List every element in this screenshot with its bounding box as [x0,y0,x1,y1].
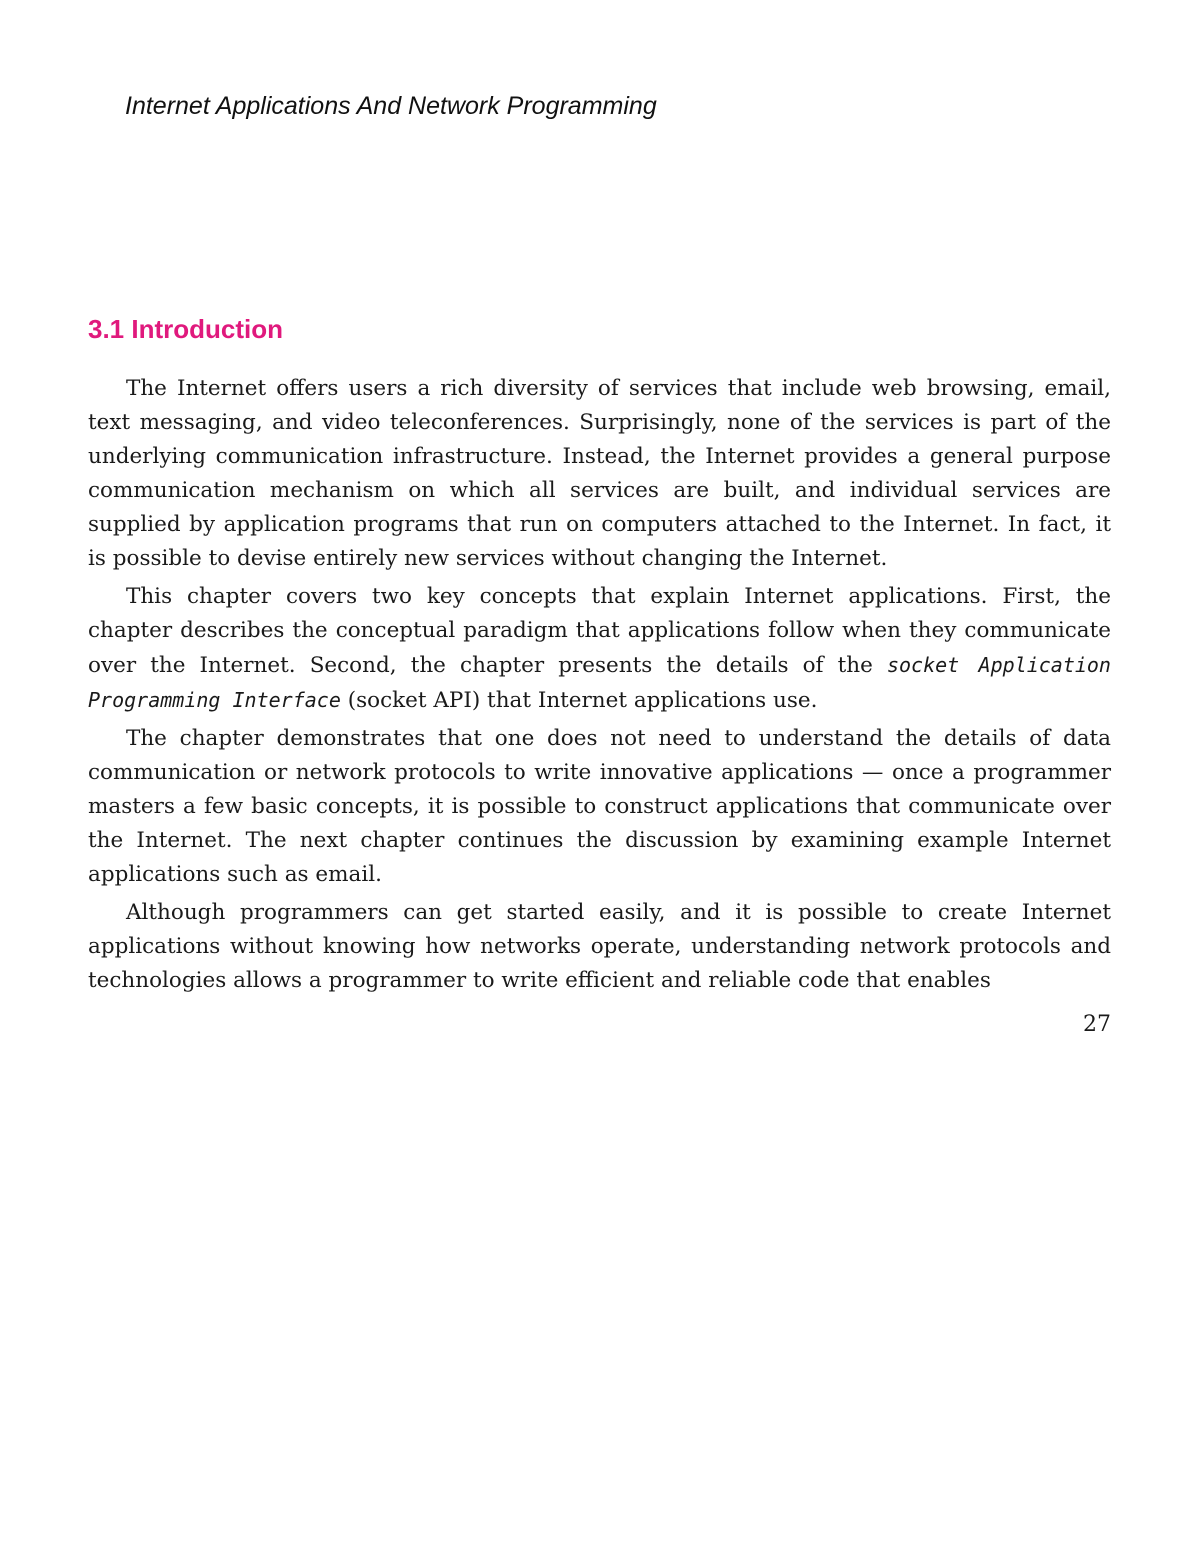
page-number: 27 [1083,1012,1111,1037]
paragraph-4: Although programmers can get started easily, and it is possible to create Internet applications without knowing how networks operate, understanding network protocols and technologies allows a programmer to write efficient and reliable code that enables [88,900,1111,993]
paragraph-2-emphasis: socket Application Programming Interface [88,653,1111,712]
paragraph-3: The chapter demonstrates that one does not need to understand the details of data communication or network protocols to write innovative applications — once a programmer masters a few basic concepts, it is possible to construct applications that communicate over the Internet. The next chapter continues the discussion by examining example Internet applications such as email. [88,726,1111,887]
section-heading: 3.1 Introduction [88,314,283,344]
body-text [88,372,1111,1002]
paragraph-1: The Internet offers users a rich diversity of services that include web browsing, email, text messaging, and video teleconferences. Surprisingly, none of the services is part of the underlying communication infrastructure. Instead, the Internet provides a general purpose communication mechanism on which all services are built, and individual services are supplied by application programs that run on computers attached to the Internet. In fact, it is possible to devise entirely new services without changing the Internet. [88,376,1111,571]
paragraph-2-text-before: This chapter covers two key concepts that explain Internet applications. First, the chapter describes the conceptual paradigm that applications follow when they communicate over the Internet. Second, the chapter presents the details of the [88,584,1111,678]
paragraph-2 [88,580,1111,718]
running-header-title: Internet Applications And Network Programming [125,92,657,120]
paragraph-2-text-after: (socket API) that Internet applications use. [340,688,818,713]
